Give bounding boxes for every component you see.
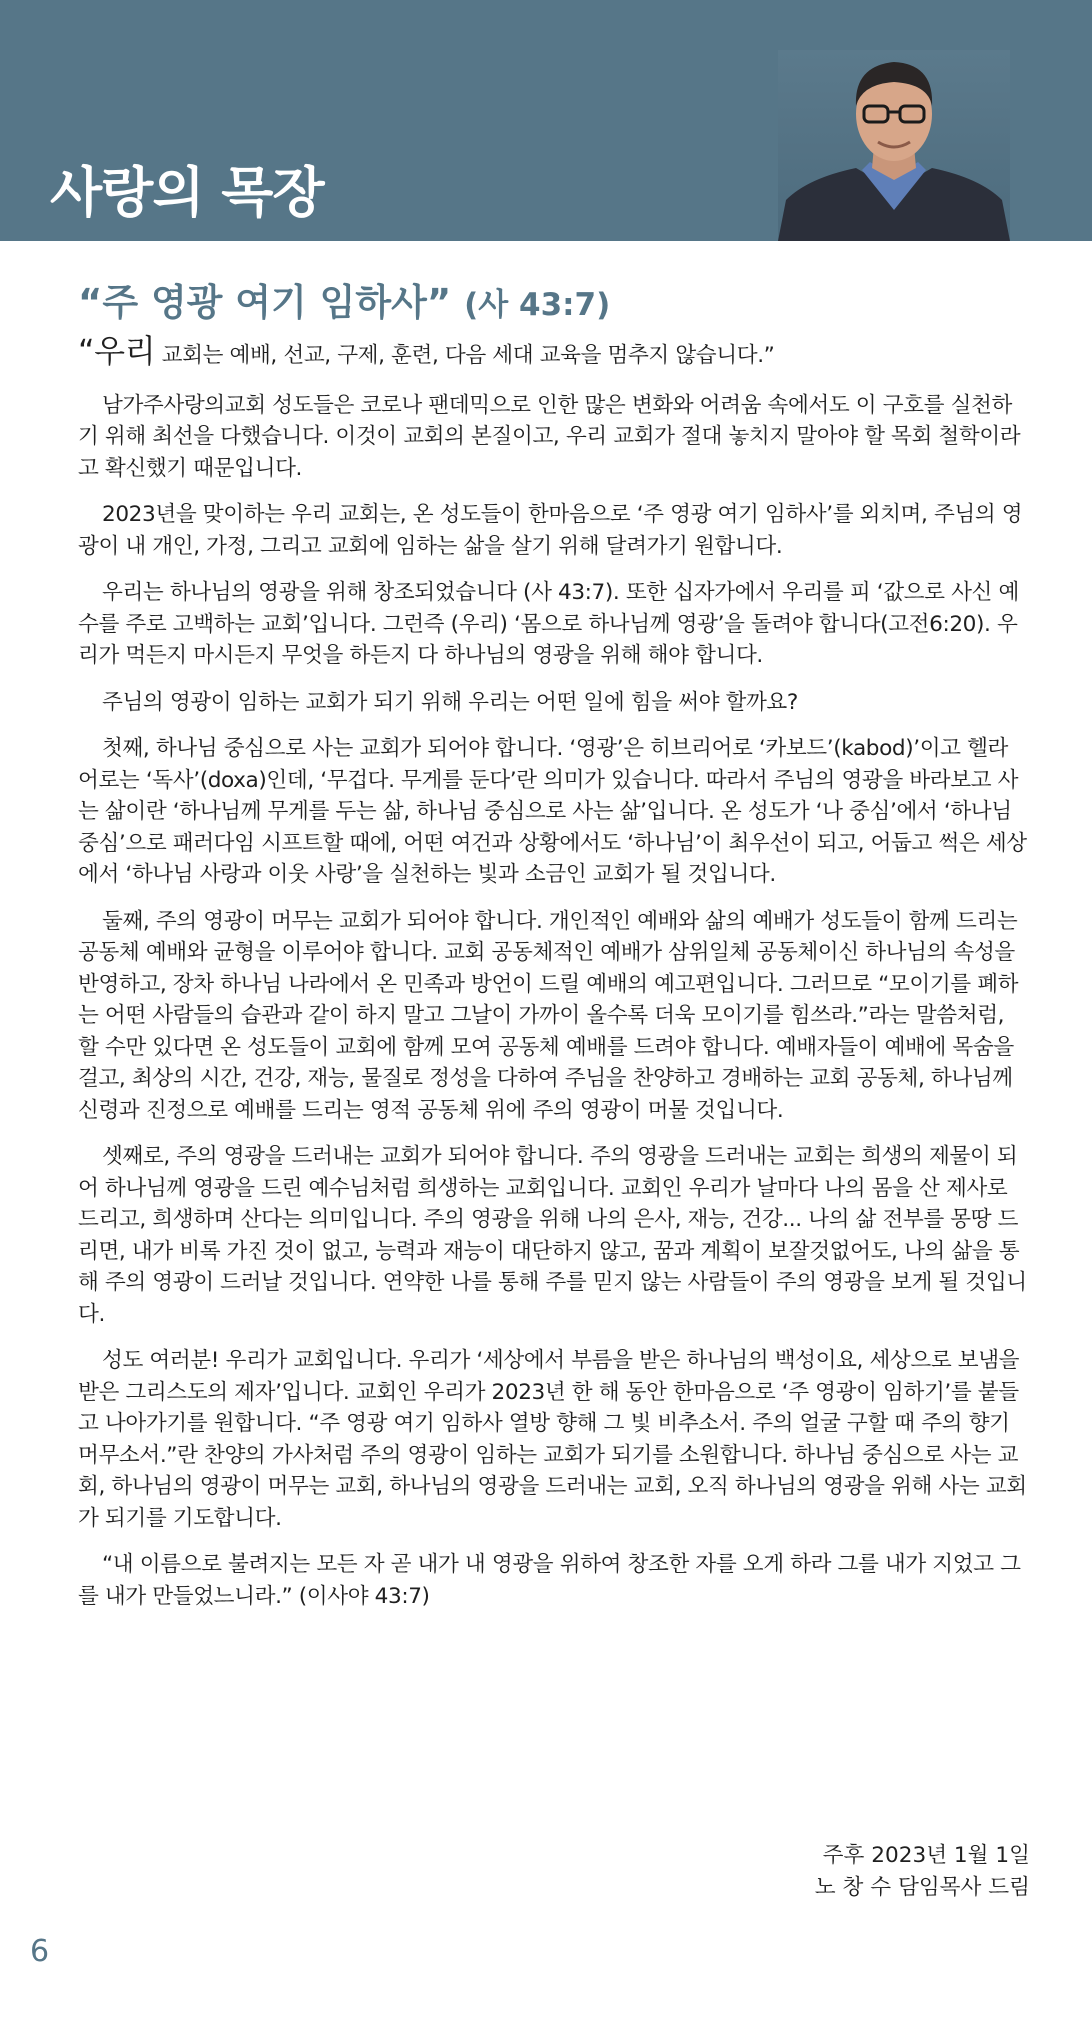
closing-scripture: “내 이름으로 불려지는 모든 자 곧 내가 내 영광을 위하여 창조한 자를 오게 하라 그를 내가 지었고 그를 내가 만들었느니라.” (이사야 43:7) (78, 1552, 1021, 1609)
paragraph-1: 남가주사랑의교회 성도들은 코로나 팬데믹으로 인한 많은 변화와 어려움 속에서도 이 구호를 실천하기 위해 최선을 다했습니다. 이것이 교회의 본질이고, 우리 교회가 절대 놓치지 말아야 할 목회 철학이라고 확신했기 때문입니다. (78, 392, 1021, 481)
lead-quote (78, 332, 1028, 372)
signature-date: 주후 2023년 1월 1일 (822, 1843, 1030, 1868)
sermon-title-text: “주 영광 여기 임하사” (78, 281, 452, 324)
paragraph-6: 둘째, 주의 영광이 머무는 교회가 되어야 합니다. 개인적인 예배와 삶의 예배가 성도들이 함께 드리는 공동체 예배와 균형을 이루어야 합니다. 교회 공동체적인 예배가 삼위일체 공동체이신 하나님의 속성을 반영하고, 장차 하나님 나라에서 온 민족과 방언이 드릴 예배의 예고편입니다. 그러므로 “모이기를 폐하는 어떤 사람들의 습관과 같이 하지 말고 그날이 가까이 올수록 더욱 모이기를 힘쓰라.”라는 말씀처럼, 할 수만 있다면 온 성도들이 교회에 함께 모여 공동체 예배를 드려야 합니다. 예배자들이 예배에 목숨을 걸고, 최상의 시간, 건강, 재능, 물질로 정성을 다하여 주님을 찬양하고 경배하는 교회 공동체, 하나님께 신령과 진정으로 예배를 드리는 영적 공동체 위에 주의 영광이 머물 것입니다. (78, 908, 1019, 1123)
article-body (78, 332, 1028, 1627)
lead-quote-rest: 교회는 예배, 선교, 구제, 훈련, 다음 세대 교육을 멈추지 않습니다.” (155, 343, 775, 368)
scripture-reference: (사 43:7) (464, 287, 611, 323)
paragraph-4: 주님의 영광이 임하는 교회가 되기 위해 우리는 어떤 일에 힘을 써야 할까요? (102, 689, 798, 715)
section-title: 사랑의 목장 (50, 161, 324, 224)
paragraph-8: 성도 여러분! 우리가 교회입니다. 우리가 ‘세상에서 부름을 받은 하나님의 백성이요, 세상으로 보냄을 받은 그리스도의 제자’입니다. 교회인 우리가 2023년 한 해 동안 한마음으로 ‘주 영광이 임하기’를 붙들고 나아가기를 원합니다. “주 영광 여기 임하사 열방 향해 그 빛 비추소서. 주의 얼굴 구할 때 주의 향기 머무소서.”란 찬양의 가사처럼 주의 영광이 임하는 교회가 되기를 소원합니다. 하나님 중심으로 사는 교회, 하나님의 영광이 머무는 교회, 하나님의 영광을 드러내는 교회, 오직 하나님의 영광을 위해 사는 교회가 되기를 기도합니다. (78, 1348, 1027, 1531)
pastor-portrait (778, 50, 1010, 241)
paragraph-2: 2023년을 맞이하는 우리 교회는, 온 성도들이 한마음으로 ‘주 영광 여기 임하사’를 외치며, 주님의 영광이 내 개인, 가정, 그리고 교회에 임하는 삶을 살기 위해 달려가기 원합니다. (78, 502, 1023, 559)
signature-block (815, 1840, 1030, 1904)
page-number: 6 (30, 1934, 50, 1969)
paragraph-3: 우리는 하나님의 영광을 위해 창조되었습니다 (사 43:7). 또한 십자가에서 우리를 피 ‘값으로 사신 예수를 주로 고백하는 교회’입니다. 그런즉 (우리) ‘몸으로 하나님께 영광’을 돌려야 합니다(고전6:20). 우리가 먹든지 마시든지 무엇을 하든지 다 하나님의 영광을 위해 해야 합니다. (78, 580, 1019, 668)
pastor-portrait-image (778, 50, 1010, 241)
page-header (0, 0, 1092, 241)
paragraph-7: 셋째로, 주의 영광을 드러내는 교회가 되어야 합니다. 주의 영광을 드러내는 교회는 희생의 제물이 되어 하나님께 영광을 드린 예수님처럼 희생하는 교회입니다. 교회인 우리가 날마다 나의 몸을 산 제사로 드리고, 희생하며 산다는 의미입니다. 주의 영광을 위해 나의 은사, 재능, 건강... 나의 삶 전부를 몽땅 드리면, 내가 비록 가진 것이 없고, 능력과 재능이 대단하지 않고, 꿈과 계획이 보잘것없어도, 나의 삶을 통해 주의 영광이 드러날 것입니다. 연약한 나를 통해 주를 믿지 않는 사람들이 주의 영광을 보게 될 것입니다. (78, 1144, 1027, 1327)
lead-quote-first-word: “우리 (78, 332, 156, 370)
signature-author: 노 창 수 담임목사 드림 (814, 1875, 1030, 1900)
sermon-title (78, 272, 610, 326)
paragraph-5: 첫째, 하나님 중심으로 사는 교회가 되어야 합니다. ‘영광’은 히브리어로 ‘카보드’(kabod)’이고 헬라어로는 ‘독사’(doxa)인데, ‘무겁다. 무게를 둔다’란 의미가 있습니다. 따라서 주님의 영광을 바라보고 사는 삶이란 ‘하나님께 무게를 두는 삶, 하나님 중심으로 사는 삶’입니다. 온 성도가 ‘나 중심’에서 ‘하나님 중심’으로 패러다임 시프트할 때에, 어떤 여건과 상황에서도 ‘하나님’이 최우선이 되고, 어둡고 썩은 세상에서 ‘하나님 사랑과 이웃 사랑’을 실천하는 빛과 소금인 교회가 될 것입니다. (78, 736, 1027, 887)
